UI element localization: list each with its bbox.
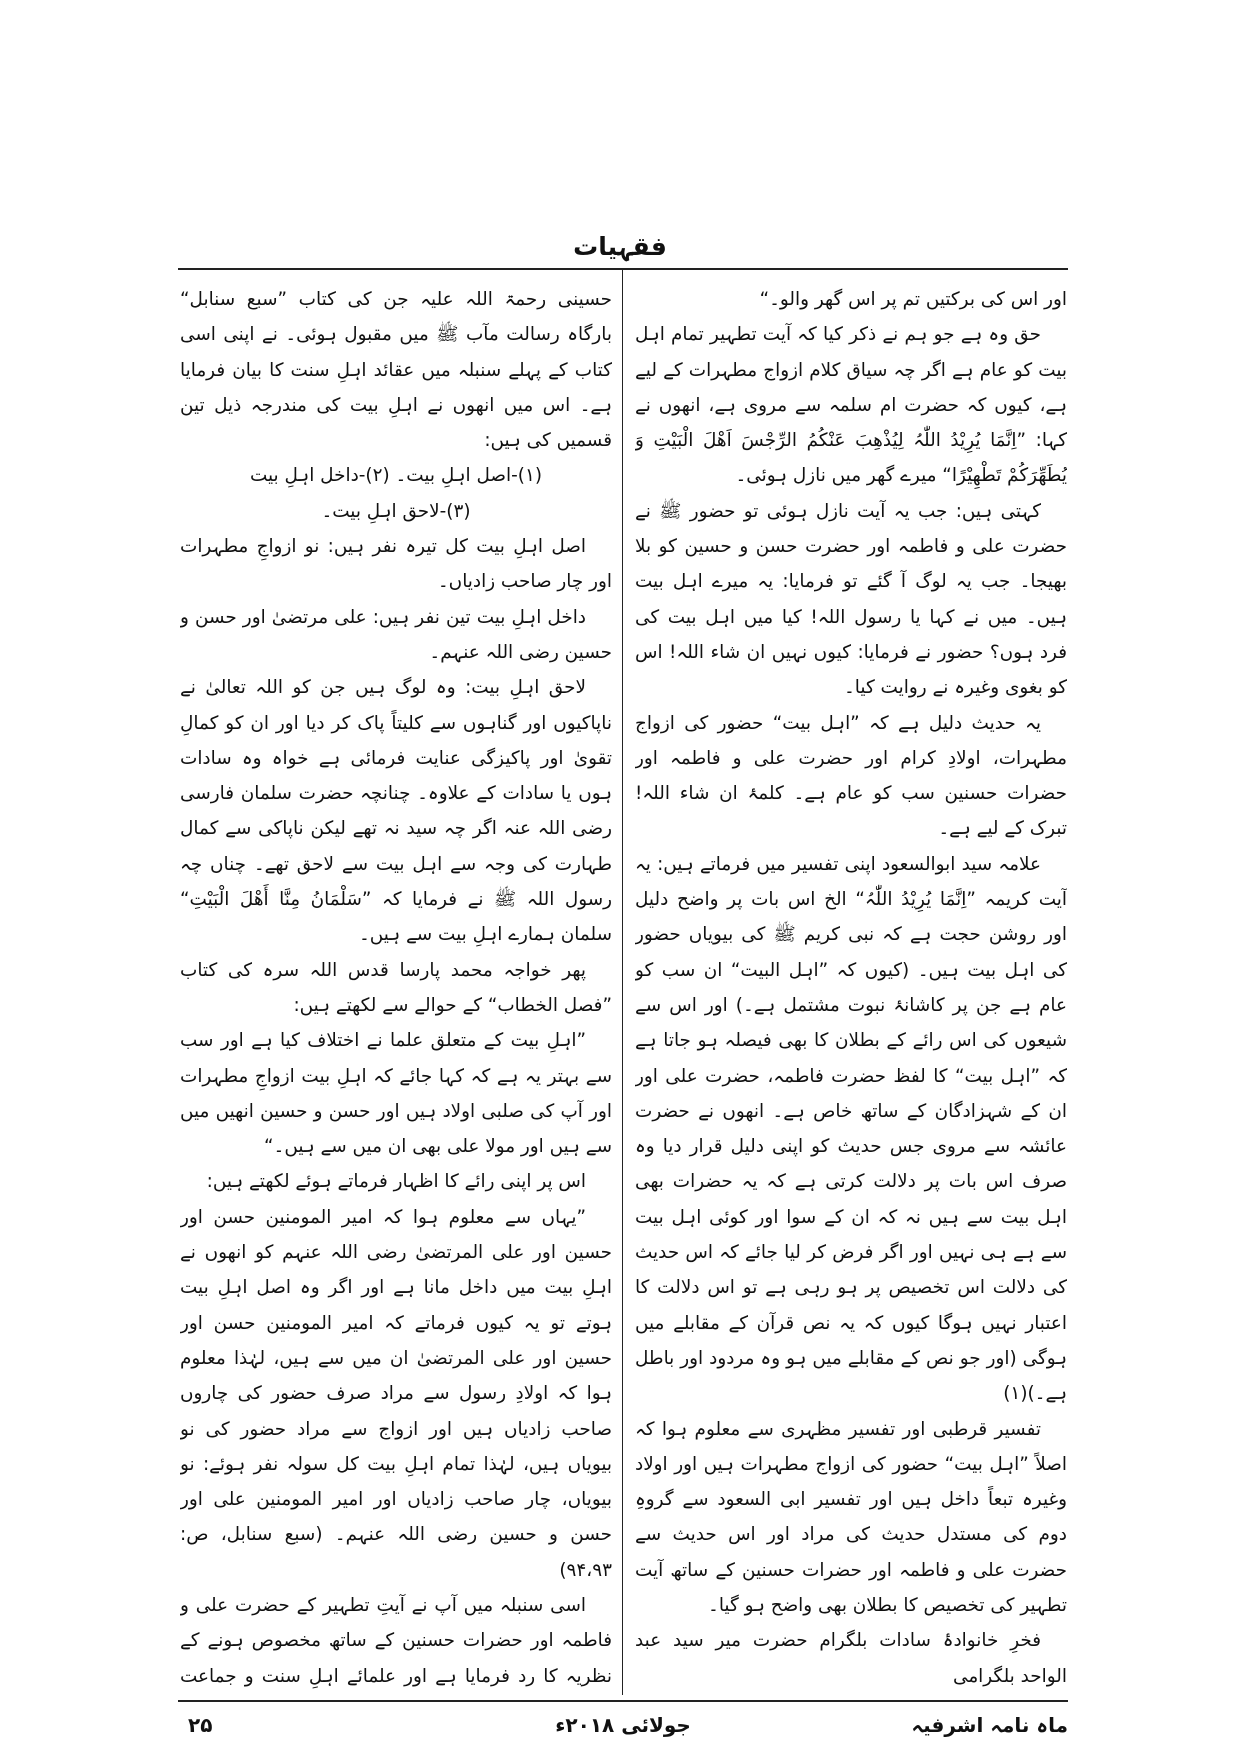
paragraph: لاحق اہلِ بیت: وہ لوگ ہیں جن کو اللہ تعالیٰ نے ناپاکیوں اور گناہوں سے کلیتاً پاک کر دیا اور ان کو کمالِ تقویٰ اور پاکیزگی عنایت فرمائی ہے خواہ وہ سادات ہوں یا سادات کے علاوہ۔ چنانچہ حضرت سلمان فارسی رضی اللہ عنہ اگر چہ سید نہ تھے لیکن ناپاکی سے کمال طہارت کی وجہ سے اہل بیت سے لاحق تھے۔ چناں چہ رسول اللہ ﷺ نے فرمایا کہ ”سَلْمَانُ مِنَّا أَھْلَ الْبَیْتِ“ سلمان ہمارے اہلِ بیت سے ہیں۔ xyxy=(180,677,612,946)
top-rule xyxy=(178,268,1068,270)
paragraph: داخل اہلِ بیت تین نفر ہیں: علی مرتضیٰ اور حسن و حسین رضی اللہ عنہم۔ xyxy=(180,606,612,663)
left-column xyxy=(180,282,612,1692)
paragraph: علامہ سید ابوالسعود اپنی تفسیر میں فرماتے ہیں: یہ آیت کریمہ ”اِنَّمَا یُرِیْدُ اللّٰہُ“ الخ اس بات پر واضح دلیل اور روشن حجت ہے کہ نبی کریم ﷺ کی بیویاں حضور کی اہل بیت ہیں۔ (کیوں کہ ”اہل البیت“ ان سب کو عام ہے جن پر کاشانۂ نبوت مشتمل ہے۔) اور اس سے شیعوں کی اس رائے کے بطلان کا بھی فیصلہ ہو جاتا ہے کہ ”اہل بیت“ کا لفظ حضرت فاطمہ، حضرت علی اور ان کے شہزادگان کے ساتھ خاص ہے۔ انھوں نے حضرت عائشہ سے مروی جس حدیث کو اپنی دلیل قرار دیا وہ صرف اس بات پر دلالت کرتی ہے کہ یہ حضرات بھی اہل بیت سے ہیں نہ کہ ان کے سوا اور کوئی اہل بیت سے ہے ہی نہیں اور اگر فرض کر لیا جائے کہ اس حدیث کی دلالت اس تخصیص پر ہو رہی ہے تو اس دلالت کا اعتبار نہیں ہوگا کیوں کہ یہ نص قرآن کے مقابلے میں ہوگی (اور جو نص کے مقابلے میں ہو وہ مردود اور باطل ہے۔)(۱) xyxy=(635,853,1067,1405)
paragraph: فخرِ خانوادۂ سادات بلگرام حضرت میر سید عبد الواحد بلگرامی xyxy=(635,1630,1067,1687)
list-item: (۳)-لاحق اہلِ بیت۔ xyxy=(321,500,471,522)
paragraph: اصل اہلِ بیت کل تیرہ نفر ہیں: نو ازواجِ مطہرات اور چار صاحب زادیاں۔ xyxy=(180,536,612,593)
page-number: ۲۵ xyxy=(188,1713,213,1737)
paragraph: کہتی ہیں: جب یہ آیت نازل ہوئی تو حضور ﷺ نے حضرت علی و فاطمہ اور حضرت حسن و حسین کو بلا بھیجا۔ جب یہ لوگ آ گئے تو فرمایا: یہ میرے اہل بیت ہیں۔ میں نے کہا یا رسول اللہ! کیا میں اہل بیت کی فرد ہوں؟ حضور نے فرمایا: کیوں نہیں ان شاء اللہ! اس کو بغوی وغیرہ نے روایت کیا۔ xyxy=(635,500,1067,699)
page-footer xyxy=(178,1713,1068,1747)
right-column xyxy=(635,282,1067,1692)
paragraph: تفسیر قرطبی اور تفسیر مظہری سے معلوم ہوا کہ اصلاً ”اہل بیت“ حضور کی ازواج مطہرات ہیں اور اولاد وغیرہ تبعاً داخل ہیں اور تفسیر ابی السعود سے گروہِ دوم کی مستدل حدیث کی مراد اور اس حدیث سے حضرت علی و فاطمہ اور حضرات حسنین کے ساتھ آیت تطہیر کی تخصیص کا بطلان بھی واضح ہو گیا۔ xyxy=(635,1418,1067,1616)
paragraph: حق وہ ہے جو ہم نے ذکر کیا کہ آیت تطہیر تمام اہل بیت کو عام ہے اگر چہ سیاق کلام ازواج مطہرات کے لیے ہے، کیوں کہ حضرت ام سلمہ سے مروی ہے، انھوں نے کہا: ”اِنَّمَا یُرِیْدُ اللّٰہُ لِیُذْھِبَ عَنْکُمُ الرِّجْسَ اَھْلَ الْبَیْتِ وَ یُطَھِّرَکُمْ تَطْھِیْرًا“ میرے گھر میں نازل ہوئی۔ xyxy=(635,324,1067,487)
list-item: (۱)-اصل اہلِ بیت۔ (۲)-داخل اہلِ بیت xyxy=(249,465,543,487)
paragraph: اور اس کی برکتیں تم پر اس گھر والو۔“ xyxy=(759,289,1067,310)
paragraph: اسی سنبلہ میں آپ نے آیتِ تطہیر کے حضرت علی و فاطمہ اور حضرات حسنین کے ساتھ مخصوص ہونے کے نظریہ کا رد فرمایا ہے اور علمائے اہلِ سنت و جماعت xyxy=(180,1594,612,1687)
paragraph: اس پر اپنی رائے کا اظہار فرماتے ہوئے لکھتے ہیں: xyxy=(206,1171,586,1193)
paragraph: پھر خواجہ محمد پارسا قدس اللہ سرہ کی کتاب ”فصل الخطاب“ کے حوالے سے لکھتے ہیں: xyxy=(180,959,612,1016)
quote: ”یہاں سے معلوم ہوا کہ امیر المومنین حسن اور حسین اور علی المرتضیٰ رضی اللہ عنہم کو انھوں نے اہلِ بیت میں داخل مانا ہے اور اگر وہ اصل اہلِ بیت ہوتے تو یہ کیوں فرماتے کہ امیر المومنین حسن اور حسین اور علی المرتضیٰ ان میں سے ہیں، لہٰذا معلوم ہوا کہ اولادِ رسول سے مراد صرف حضور کی چاروں صاحب زادیاں ہیں اور ازواج سے مراد حضور کی نو بیویاں ہیں، لہٰذا تمام اہلِ بیت کل سولہ نفر ہوئے: نو بیویاں، چار صاحب زادیاں اور امیر المومنین علی اور حسن و حسین رضی اللہ عنہم۔ (سبع سنابل، ص: ۹۴،۹۳) xyxy=(180,1206,612,1581)
bottom-rule xyxy=(178,1700,1068,1702)
issue-date: جولائی ۲۰۱۸ء xyxy=(555,1713,691,1737)
paragraph: یہ حدیث دلیل ہے کہ ”اہل بیت“ حضور کی ازواج مطہرات، اولادِ کرام اور حضرت علی و فاطمہ اور حضرات حسنین سب کو عام ہے۔ کلمۂ ان شاء اللہ! تبرک کے لیے ہے۔ xyxy=(635,712,1067,840)
quote: ”اہلِ بیت کے متعلق علما نے اختلاف کیا ہے اور سب سے بہتر یہ ہے کہ کہا جائے کہ اہلِ بیت ازواجِ مطہرات اور آپ کی صلبی اولاد ہیں اور حسن و حسین انھیں میں سے ہیں اور مولا علی بھی ان میں سے ہیں۔“ xyxy=(180,1030,612,1158)
column-divider xyxy=(622,270,623,1695)
page-title: فقہیات xyxy=(573,232,667,261)
paragraph: حسینی رحمۃ اللہ علیہ جن کی کتاب ”سبع سنابل“ بارگاہ رسالت مآب ﷺ میں مقبول ہوئی۔ نے اپنی اسی کتاب کے پہلے سنبلہ میں عقائد اہلِ سنت کا بیان فرمایا ہے۔ اس میں انھوں نے اہلِ بیت کی مندرجہ ذیل تین قسمیں کی ہیں: xyxy=(180,289,612,452)
magazine-name: ماہ نامہ اشرفیہ xyxy=(911,1713,1068,1737)
